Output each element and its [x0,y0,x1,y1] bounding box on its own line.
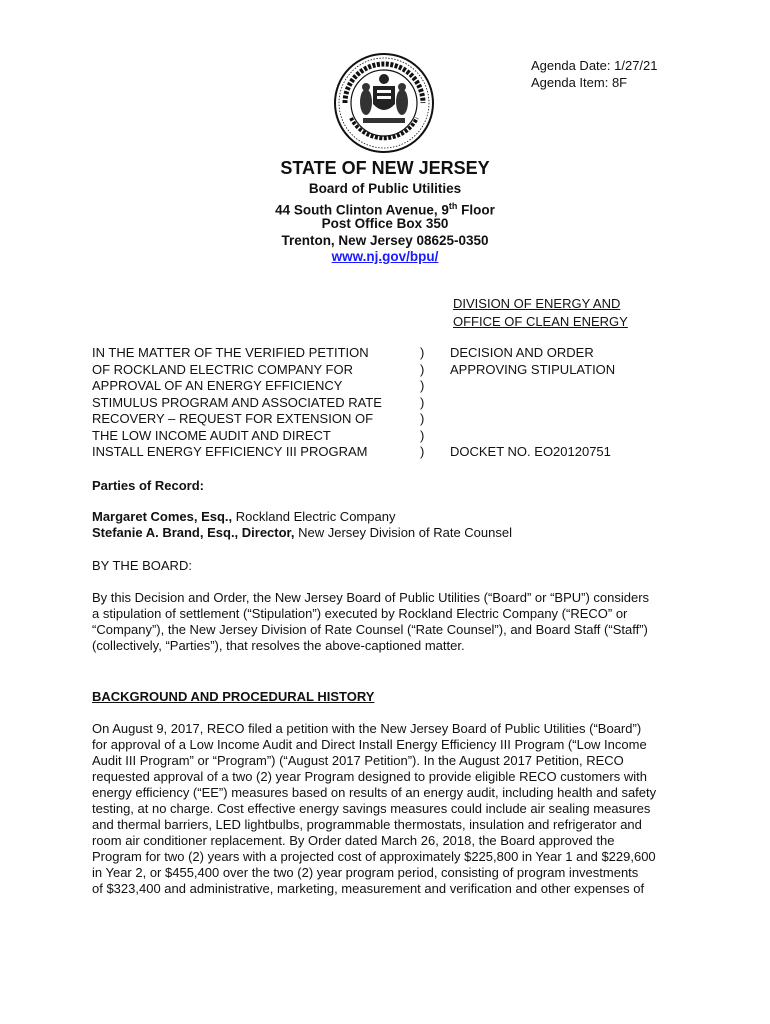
by-the-board: BY THE BOARD: [92,558,192,573]
caption-parentheses: ) ) ) ) ) ) ) [420,345,425,459]
agenda-block [531,57,658,91]
board-address-street: 44 South Clinton Avenue, 9th Floor [275,201,495,218]
board-name: Board of Public Utilities [308,181,462,196]
board-website [0,248,770,265]
state-title: STATE OF NEW JERSEY [280,158,490,178]
decision-title: DECISION AND ORDER APPROVING STIPULATION [450,345,616,377]
agenda-date: Agenda Date: 1/27/21 [531,58,658,73]
matter-caption: IN THE MATTER OF THE VERIFIED PETITION OF ROCKLAND ELECTRIC COMPANY FOR APPROVAL OF AN ENERGY EFFICIENCY STIMULUS PROGRAM AND ASSOCIATED RATE RECOVERY – REQUEST FOR EXTENSION OF THE LOW INCOME AUDIT AND DIRECT INSTALL ENERGY EFFICIENCY III PROGRAM [92,345,382,459]
state-seal-icon [333,52,435,154]
division-block: DIVISION OF ENERGY AND OFFICE OF CLEAN ENERGY [453,296,628,329]
party-rate-counsel: Stefanie A. Brand, Esq., Director, New Jersey Division of Rate Counsel [92,525,512,540]
background-paragraph: On August 9, 2017, RECO filed a petition with the New Jersey Board of Public Utilities (“Board”) for approval of a Low Income Audit and Direct Install Energy Efficiency III Program (“Low Income Audit III Program” or “Program”) (“August 2017 Petition”). In the August 2017 Petition, RECO requested approval of a two (2) year Program designed to provide eligible RECO customers with energy efficiency (“EE”) measures based on results of an energy audit, including health and safety testing, at no charge. Cost effective energy savings measures could include air sealing measures and thermal barriers, LED lightbulbs, programmable thermostats, insulation and refrigerator and room air conditioner replacement. By Order dated March 26, 2018, the Board approved the Program for two (2) years with a projected cost of approximately $225,800 in Year 1 and $229,600 in Year 2, or $455,400 over the two (2) year program period, consisting of program investments of $323,400 and administrative, marketing, measurement and verification and other expenses of [92,721,657,896]
party-reco: Margaret Comes, Esq., Rockland Electric Company [92,509,396,524]
website-link[interactable]: www.nj.gov/bpu/ [331,249,439,264]
board-city: Trenton, New Jersey 08625-0350 [281,233,489,248]
agenda-item: Agenda Item: 8F [531,75,628,90]
parties-heading: Parties of Record: [92,478,204,493]
intro-paragraph: By this Decision and Order, the New Jersey Board of Public Utilities (“Board” or “BPU”) considers a stipulation of settlement (“Stipulation”) executed by Rockland Electric Company (“RECO” or “Company”), the New Jersey Division of Rate Counsel (“Rate Counsel”), and Board Staff (“Staff”) (collectively, “Parties”), that resolves the above-captioned matter. [92,590,650,653]
board-po-box: Post Office Box 350 [321,216,449,231]
background-heading: BACKGROUND AND PROCEDURAL HISTORY [92,689,375,704]
docket-number: DOCKET NO. EO20120751 [450,444,611,459]
